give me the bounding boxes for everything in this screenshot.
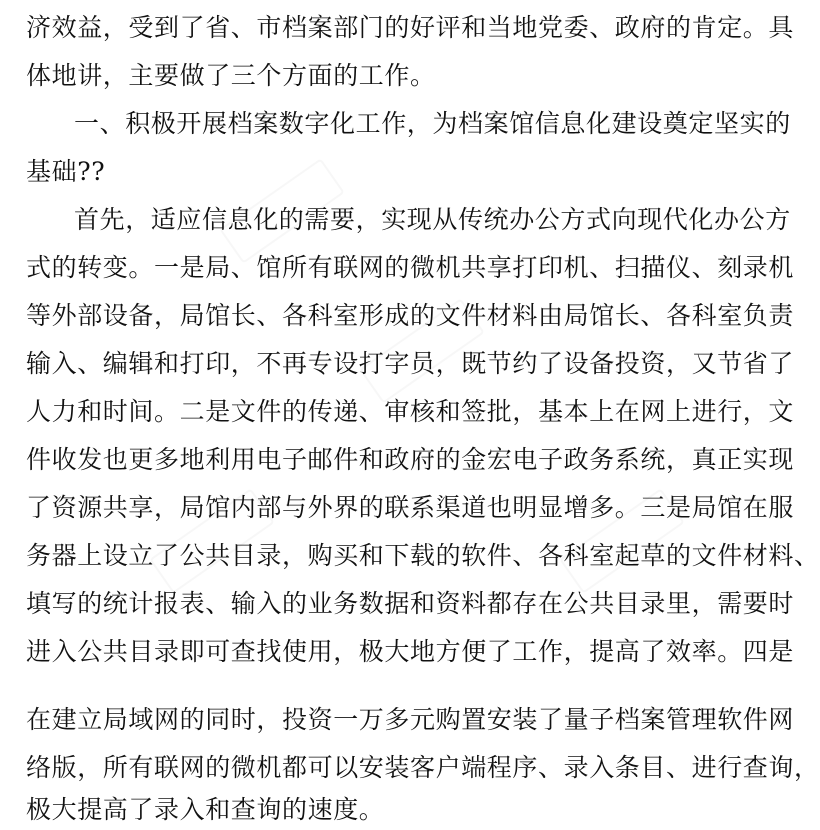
- text-line: 件收发也更多地利用电子邮件和政府的金宏电子政务系统，真正实现: [26, 445, 795, 474]
- text-line: 进入公共目录即可查找使用，极大地方便了工作，提高了效率。四是: [26, 637, 795, 666]
- text-line: 式的转变。一是局、馆所有联网的微机共享打印机、扫描仪、刻录机: [26, 253, 795, 282]
- text-line: 络版，所有联网的微机都可以安装客户端程序、录入条目、进行查询，: [26, 753, 820, 782]
- text-line: 了资源共享，局馆内部与外界的联系渠道也明显增多。三是局馆在服: [26, 493, 795, 522]
- text-line: 填写的统计报表、输入的业务数据和资料都存在公共目录里，需要时: [26, 589, 795, 618]
- text-line: 输入、编辑和打印，不再专设打字员，既节约了设备投资，又节省了: [26, 349, 795, 378]
- section-heading-line: 一、积极开展档案数字化工作，为档案馆信息化建设奠定坚实的: [74, 109, 791, 138]
- text-line: 人力和时间。二是文件的传递、审核和签批，基本上在网上进行，文: [26, 397, 795, 426]
- text-line: 等外部设备，局馆长、各科室形成的文件材料由局馆长、各科室负责: [26, 301, 795, 330]
- text-line: 务器上设立了公共目录，购买和下载的软件、各科室起草的文件材料、: [26, 541, 820, 570]
- text-line: 体地讲，主要做了三个方面的工作。: [26, 61, 436, 90]
- text-line: 极大提高了录入和查询的速度。: [26, 795, 385, 824]
- text-line: 济效益，受到了省、市档案部门的好评和当地党委、政府的肯定。具: [26, 13, 795, 42]
- text-line: 在建立局域网的同时，投资一万多元购置安装了量子档案管理软件网: [26, 705, 795, 734]
- text-line: 首先，适应信息化的需要，实现从传统办公方式向现代化办公方: [74, 205, 791, 234]
- section-heading-line: 基础??: [26, 157, 106, 186]
